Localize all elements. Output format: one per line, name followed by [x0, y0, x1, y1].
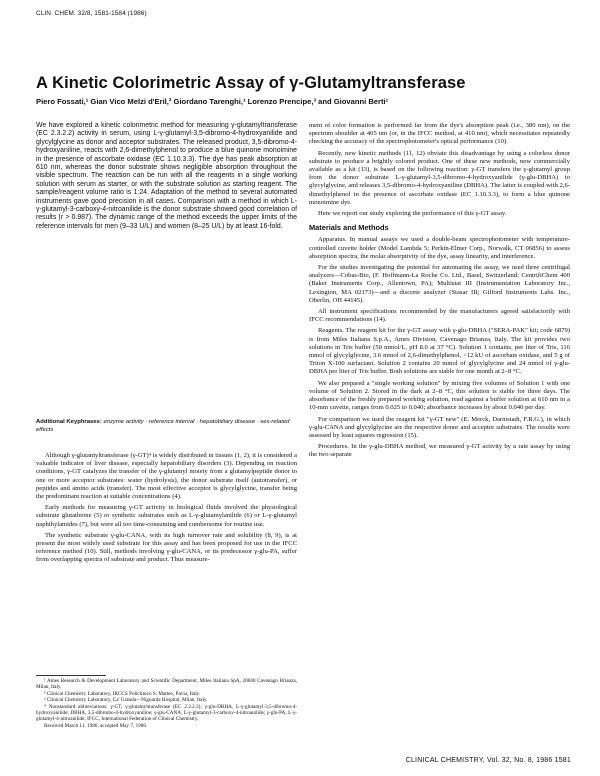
abstract: We have explored a kinetic colorimetric method for measuring γ-glutamyltransferase (EC 2.3.2.2) activity in serum, using L-γ-glutamyl-3,5-dibromo-4-hydroxyanilide and glycylglycine as donor and acceptor substrates. The released product, 3,5-dibromo-4-hydroxyaniline, reacts with 2,6-dimethylphenol to produce a blue quinone monoimine in the presence of ascorbate oxidase (EC 1.10.3.3). The dye has peak absorption at 610 nm, whereas the donor substrate shows negligible absorption throughout the visible spectrum. The reaction can be run with all the reagents in a single working solution with serum as starter, or with the substrate solution as starting reagent. The sample/reagent volume ratio is 1:24. Adaptation of the method to several automated instruments gave good precision in all cases. Comparison with a method in which L-γ-glutamyl-3-carboxy-4-nitroanilide is the donor substrate showed good correlation of results (r > 0.987). The dynamic range of the method exceeds the upper limits of the reference intervals for men (9–33 U/L) and women (8–25 U/L) by at least 16-fold. [36, 122, 297, 230]
keyphrases-items: enzyme activity · reference interval · hepatobiliary disease · sex-related effects [36, 419, 290, 433]
author-list: Piero Fossati,¹ Gian Vico Melzi d'Eril,² Giordano Tarenghi,¹ Lorenzo Prencipe,³ and Giovanni Berti¹ [36, 97, 389, 106]
section-heading: Materials and Methods [309, 223, 389, 233]
right-column-body [309, 122, 570, 463]
body-paragraph: The synthetic substrate γ-glu-CANA, with its high turnover rate and solubility (8, 9), is at present the most widely used substrate for this assay and has been proposed for use in the IFCC reference method (10). Still, methods involving γ-glu-CANA, or its predecessor γ-glu-PA, suffer from overlapping spectra of substrate and product. Thus measure- [36, 531, 297, 564]
left-column-body [36, 452, 297, 568]
page-footer: CLINICAL CHEMISTRY, Vol. 32, No. 8, 1986 1581 [405, 757, 571, 764]
body-paragraph: Here we report our study exploring the performance of this γ-GT assay. [318, 210, 507, 218]
keyphrases-label: Additional Keyphrases: [36, 419, 102, 425]
footnote-divider [36, 675, 106, 676]
footnote: ¹ Ames Research & Development Laboratory and Scientific Department, Miles Italiana SpA, 20040 Cavenago Brianza, Milan, Italy. [36, 678, 297, 691]
footnote: ³ Clinical Chemistry Laboratory, Ca' Granda—Niguarda Hospital, Milan, Italy. [44, 697, 208, 704]
body-paragraph: Early methods for measuring γ-GT activity in biological fluids involved the physiological substrate glutathione (5) or synthetic substrates such as L-γ-glutamylanilide (6) or L-γ-glutamyl naphthylamides (7), but were all too time-consuming and cumbersome for routine use. [36, 504, 297, 528]
body-paragraph: We also prepared a "single working solution" by mixing five volumes of Solution 1 with one volume of Solution 2. Stored in the dark at 2–8 °C, this solution is stable for three days. The absorbance of the freshly prepared working solution, read against a buffer solution at 610 nm in a 10-mm cuvette, ranges from 0.025 to 0.040; absorbance increases by about 0.040 per day. [309, 379, 570, 412]
body-paragraph: Procedures. In the γ-glu-DBHA method, we measured γ-GT activity by a rate assay by using the two separate [309, 443, 570, 459]
received-date: Received March 11, 1986; accepted May 7, 1986. [44, 722, 148, 729]
body-paragraph: Recently, new kinetic methods (11, 12) obviate this disadvantage by using a colorless donor substrate to produce a brightly colored product. One of these new methods, now commercially available as a kit (13), is based on the following reaction: γ-GT transfers the γ-glutamyl group from the donor substrate L-γ-glutamyl-3,5-dibromo-4-hydroxyanilide (γ-glu-DBHA) to glycylglycine, and releases 3,5-dibromo-4-hydroxyaniline (DBHA). The latter is coupled with 2,6-dimethylphenol in the presence of ascorbate oxidase (EC 1.10.3.3), to form a blue quinone monoimine dye. [309, 149, 570, 206]
body-paragraph: For comparison we used the reagent kit "γ-GT new" (E. Merck, Darmstadt, F.R.G.), in which γ-glu-CANA and glycylglycine are the respective donor and acceptor substrates. The results were assessed by least squares regression (15). [309, 415, 570, 439]
body-paragraph: Reagents. The reagent kit for the γ-GT assay with γ-glu-DBHA ("SERA-PAK" kit; code 6879) is from Miles Italiana S.p.A., Ames Division, Cavenago Brianza, Italy. The kit provides two solutions in Tris buffer (50 mmol/L, pH 8.0 at 37 °C). Solution 1 contains, per liter of Tris, 116 mmol of glycylglycine, 3.6 mmol of 2,6-dimethylphenol, >12 kU of ascorbate oxidase, and 5 g of Triton X-100 surfactant. Solution 2 contains 20 mmol of glycylglycine and 24 mmol of γ-glu-DBHA per liter of Tris buffer. Both solutions are stable for one month at 2–8 °C. [309, 327, 570, 376]
footnote: ² Clinical Chemistry Laboratory, IRCCS Policlinico S. Matteo, Pavia, Italy. [44, 690, 201, 697]
journal-header: CLIN. CHEM. 32/8, 1581-1584 (1986) [36, 10, 147, 17]
article-title: A Kinetic Colorimetric Assay of γ-Glutamyltransferase [36, 74, 466, 92]
body-paragraph: Apparatus. In manual assays we used a double-beam spectrophotometer with temperature-controlled cuvette holder (Model Lambda 5; Perkin-Elmer Corp., Norwalk, CT 06856) to assess absorption spectra, the molar absorptivity of the dye, assay linearity, and interference. [309, 236, 570, 260]
footnotes [36, 678, 297, 729]
body-paragraph: ment of color formation is performed far from the dye's absorption peak (i.e., 380 nm), on the spectrum shoulder at 405 nm (or, in the IFCC method, at 410 nm), which necessitates repeatedly checking the accuracy of the spectrophotometer's optical performance (10). [309, 122, 570, 146]
body-paragraph: All instrument specifications recommended by the manufacturers agreed satisfactorily with IFCC recommendations (14). [309, 308, 570, 324]
body-paragraph: For the studies investigating the potential for automating the assay, we used three centrifugal analyzers—Cobas-Bio, (F. Hoffmann-La Roche Co. Ltd., Basel, Switzerland; CentrifiChem 400 (Baker Instruments Corp., Allentown, PA); Multistat III (Instrumentation Laboratory Inc., Lexington, MA 02173)—and a discrete analyzer (Stasar III; Gilford Instruments Labs. Inc., Oberlin, OH 44145). [309, 264, 570, 304]
body-paragraph: Although γ-glutamyltransferase (γ-GT)⁴ is widely distributed in tissues (1, 2), it is considered a valuable indicator of liver disease, especially hepatobiliary disorders (3). Depending on reaction conditions, γ-GT catalyzes the transfer of the γ-glutamyl moiety from a glutamylpeptide donor to one or more acceptor substrates: water (hydrolysis), the donor substrate itself (autotransfer), or peptides and amino acids (transfer). The most effective acceptor is glycylglycine, transfer being the predominant reaction at suitable concentrations (4). [36, 452, 297, 501]
keyphrases [36, 419, 297, 434]
footnote: ⁴ Nonstandard abbreviations: γ-GT, γ-glutamyltransferase (EC 2.3.2.2); γ-glu-DBHA, L-γ-glutamyl-3,5-dibromo-4-hydroxyanilide; DBHA, 3,5-dibromo-4-hydroxyaniline; γ-glu-CANA, L-γ-glutamyl-3-carboxy-4-nitroanilide; γ-glu-PA, L-γ-glutamyl-4-nitroanilide; IFCC, International Federation of Clinical Chemistry. [36, 703, 297, 723]
